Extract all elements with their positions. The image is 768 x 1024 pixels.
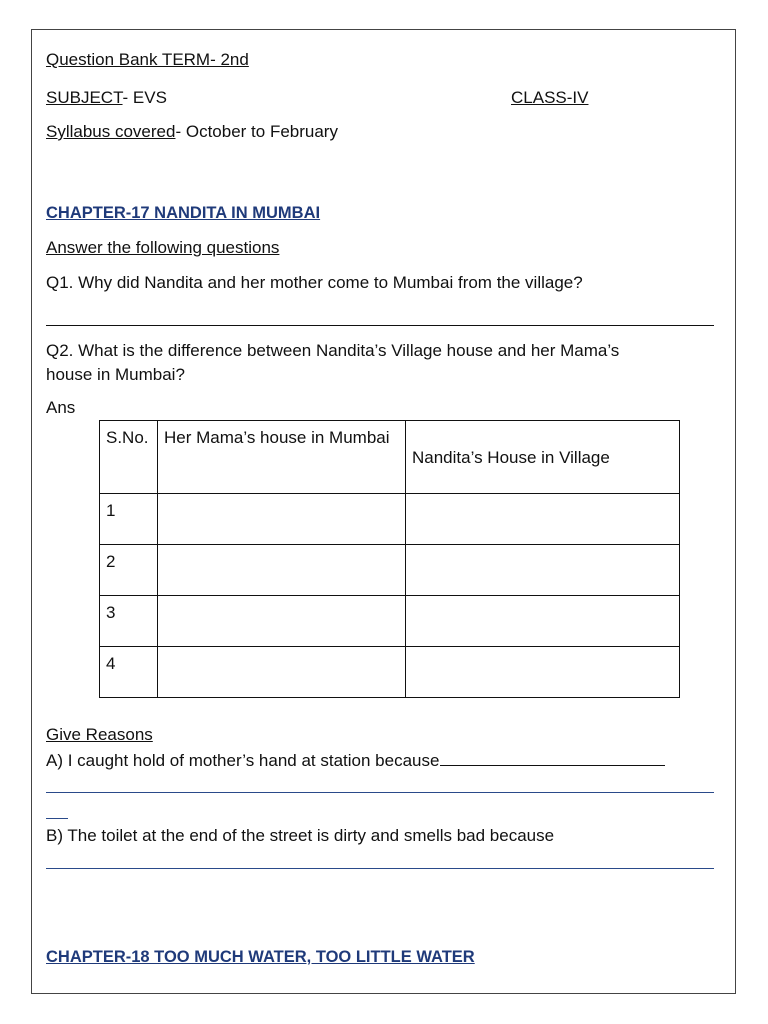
answer-line-reason-b xyxy=(46,868,714,869)
syllabus-line xyxy=(46,122,338,142)
answer-cell[interactable] xyxy=(406,494,680,545)
answer-line-reason-a xyxy=(46,792,714,793)
answer-cell[interactable] xyxy=(158,596,406,647)
document-title: Question Bank TERM- 2nd xyxy=(46,50,249,69)
question-2-line-1: Q2. What is the difference between Nandita’s Village house and her Mama’s xyxy=(46,341,620,360)
class-label: CLASS-IV xyxy=(511,88,589,107)
give-reasons-heading: Give Reasons xyxy=(46,725,153,744)
answer-cell[interactable] xyxy=(406,545,680,596)
answer-line-q1 xyxy=(46,325,714,326)
question-1: Q1. Why did Nandita and her mother come to Mumbai from the village? xyxy=(46,273,583,292)
subject-line xyxy=(46,88,167,108)
subject-label: SUBJECT xyxy=(46,88,123,107)
subject-value: - EVS xyxy=(122,88,167,107)
table-row xyxy=(100,545,680,596)
reason-a-blank[interactable] xyxy=(440,750,665,766)
ans-label: Ans xyxy=(46,398,76,417)
reason-a xyxy=(46,750,665,771)
syllabus-value: - October to February xyxy=(175,122,338,141)
syllabus-label: Syllabus covered xyxy=(46,122,176,141)
answer-cell[interactable] xyxy=(158,545,406,596)
answer-cell[interactable] xyxy=(158,494,406,545)
instruction-text: Answer the following questions xyxy=(46,238,280,257)
row-number: 2 xyxy=(100,545,158,596)
header-mama-house: Her Mama’s house in Mumbai xyxy=(158,421,406,494)
chapter-17-heading: CHAPTER-17 NANDITA IN MUMBAI xyxy=(46,204,321,222)
header-village-house: Nandita’s House in Village xyxy=(406,421,680,494)
table-row xyxy=(100,494,680,545)
answer-line-reason-a-overflow xyxy=(46,818,68,819)
header-sno: S.No. xyxy=(100,421,158,494)
answer-cell[interactable] xyxy=(158,647,406,698)
table-header-row xyxy=(100,421,680,494)
row-number: 3 xyxy=(100,596,158,647)
reason-a-text: A) I caught hold of mother’s hand at station because xyxy=(46,751,440,770)
row-number: 1 xyxy=(100,494,158,545)
question-2-line-2: house in Mumbai? xyxy=(46,365,185,384)
table-row xyxy=(100,647,680,698)
answer-cell[interactable] xyxy=(406,596,680,647)
row-number: 4 xyxy=(100,647,158,698)
answer-cell[interactable] xyxy=(406,647,680,698)
table-row xyxy=(100,596,680,647)
difference-table xyxy=(99,420,680,698)
reason-b: B) The toilet at the end of the street is dirty and smells bad because xyxy=(46,826,555,845)
chapter-18-heading: CHAPTER-18 TOO MUCH WATER, TOO LITTLE WATER xyxy=(46,948,475,966)
